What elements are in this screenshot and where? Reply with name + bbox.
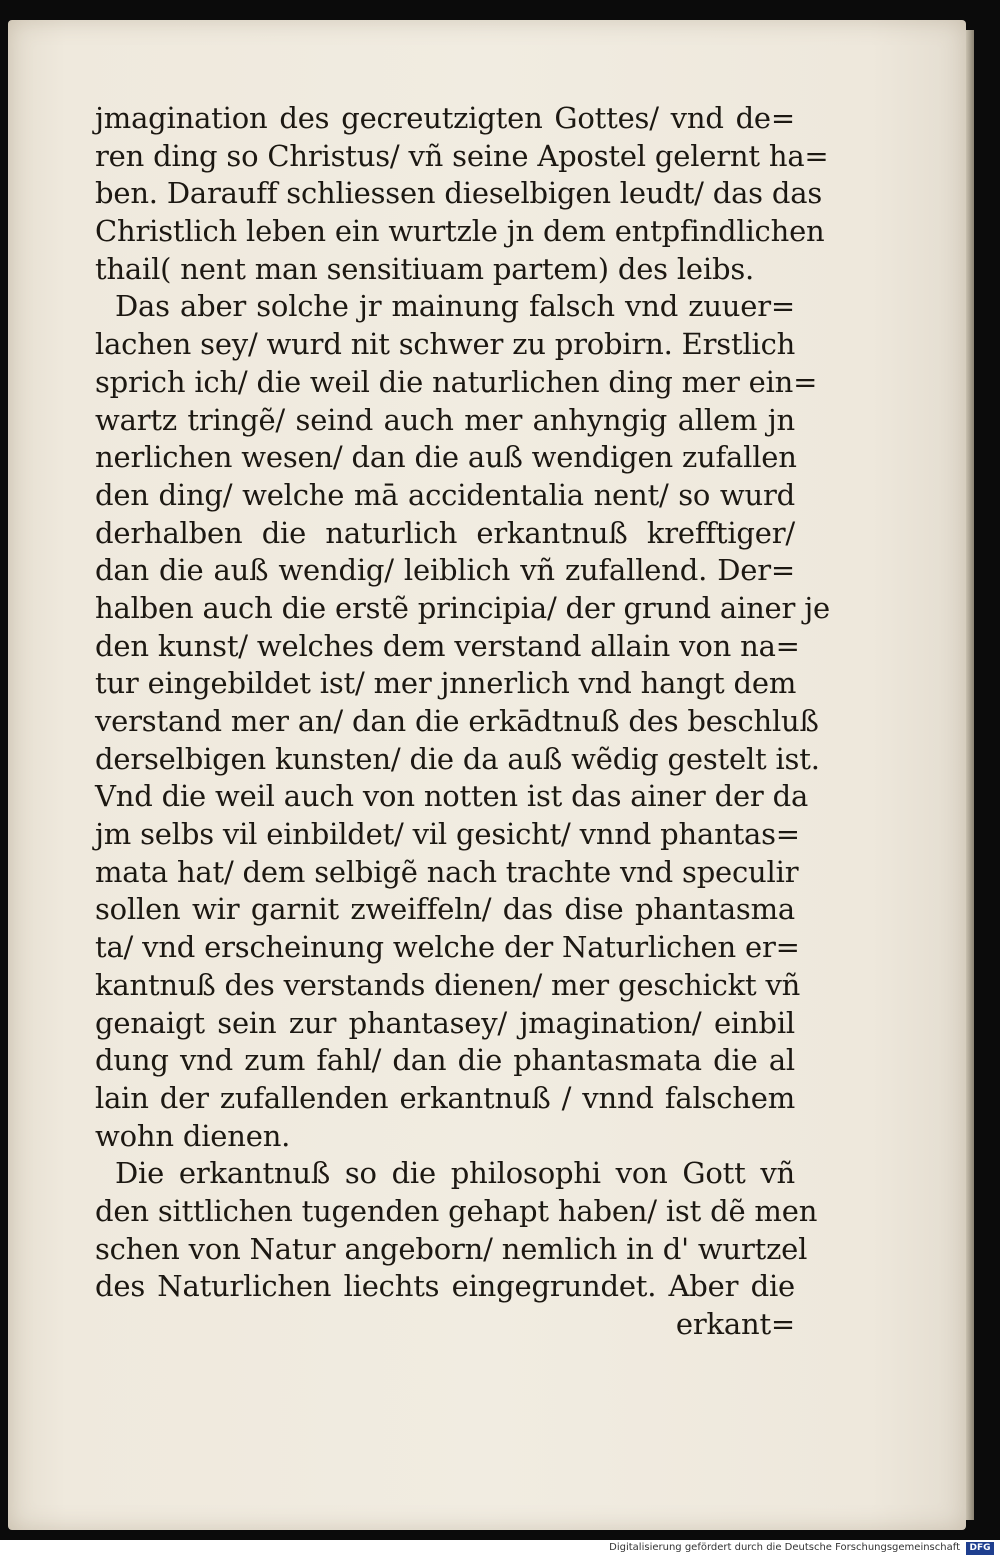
text-line: Vnd die weil auch von notten ist das ainer der da [95,779,809,814]
text-line: den sittlichen tugenden gehapt haben/ ist dẽ men [95,1193,818,1228]
text-line: sollen wir garnit zweiffeln/ das dise phantasma [95,892,795,927]
text-line: derselbigen kunsten/ die da auß wẽdig gestelt ist. [95,741,820,776]
text-line: thail( nent man sensitiuam partem) des leibs. [95,251,755,286]
page-text [95,100,830,1344]
text-line: ren ding so Christus/ vñ seine Apostel gelernt ha= [95,138,829,173]
text-line: derhalben die naturlich erkantnuß krefftiger/ [95,515,795,550]
text-line: kantnuß des verstands dienen/ mer geschickt vñ [95,967,801,1002]
text-line: verstand mer an/ dan die erkādtnuß des beschluß [95,704,819,738]
text-line: dung vnd zum fahl/ dan die phantasmata die al [95,1043,795,1078]
text-line: halben auch die erstẽ principia/ der grund ainer je [95,590,830,625]
text-line: wartz tringẽ/ seind auch mer anhyngig allem jn [95,402,795,437]
text-line: mata hat/ dem selbigẽ nach trachte vnd speculir [95,854,799,889]
text-line: lachen sey/ wurd nit schwer zu probirn. Erstlich [95,327,796,362]
text-line: dan die auß wendig/ leiblich vñ zufallend. Der= [95,553,795,588]
text-line: ben. Darauff schliessen dieselbigen leudt/ das das [95,176,823,211]
text-line: jm selbs vil einbildet/ vil gesicht/ vnnd phantas= [95,817,800,852]
text-line: Das aber solche jr mainung falsch vnd zuuer= [115,289,795,324]
text-line: lain der zufallenden erkantnuß / vnnd falschem [95,1080,795,1115]
text-line: den ding/ welche mā accidentalia nent/ so wurd [95,477,795,512]
text-line: den kunst/ welches dem verstand allain von na= [95,628,800,663]
funding-credit: Digitalisierung gefördert durch die Deutsche Forschungsgemeinschaft [609,1542,960,1553]
text-line: sprich ich/ die weil die naturlichen ding mer ein= [95,364,818,399]
dfg-logo: DFG [966,1542,994,1555]
text-line: jmagination des gecreutzigten Gottes/ vnd de= [95,101,795,135]
text-line: wohn dienen. [95,1118,291,1153]
text-line: Christlich leben ein wurtzle jn dem entpfindlichen [95,214,825,249]
digitization-footer [0,1540,1000,1558]
text-line: tur eingebildet ist/ mer jnnerlich vnd hangt dem [95,666,797,701]
text-line: des Naturlichen liechts eingegrundet. Aber die [95,1269,795,1304]
text-line: schen von Natur angeborn/ nemlich in d' wurtzel [95,1231,808,1266]
text-line: nerlichen wesen/ dan die auß wendigen zufallen [95,440,797,475]
page-edge [966,30,974,1520]
text-line: genaigt sein zur phantasey/ jmagination/ einbil [95,1005,795,1040]
text-line: ta/ vnd erscheinung welche der Naturlichen er= [95,930,800,965]
catchword: erkant= [675,1307,795,1341]
text-line: Die erkantnuß so die philosophi von Gott vñ [115,1156,795,1191]
